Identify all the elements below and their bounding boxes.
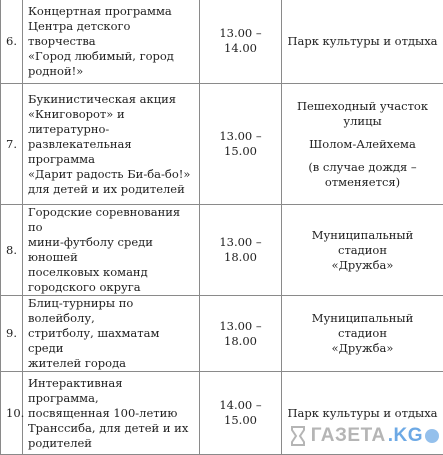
event-line: Транссиба, для детей и их [28,421,194,436]
time-end: 15.00 [205,413,276,428]
place-cell [282,0,443,84]
place-line: Парк культуры и отдыха [287,34,438,49]
spacer [287,129,438,137]
time-cell [200,205,282,296]
time-cell [200,296,282,372]
event-line: Интерактивная программа, [28,376,194,406]
event-line: развлекательная программа [28,137,194,167]
row-number: 7. [1,84,23,205]
event-line: Блиц-турниры по волейболу, [28,296,194,326]
place-cell [282,205,443,296]
event-line: «Книговорот» и [28,107,194,122]
place-line: Муниципальный стадион [287,228,438,258]
table-row [1,296,443,372]
place-line: «Дружба» [287,258,438,273]
time-end: 18.00 [205,334,276,349]
place-line: Шолом-Алейхема [287,137,438,152]
event-line: городского округа [28,280,194,295]
table-row [1,205,443,296]
time-cell [200,372,282,455]
event-line: стритболу, шахматам среди [28,326,194,356]
time-cell [200,84,282,205]
event-line: посвященная 100-летию [28,406,194,421]
watermark-suffix: .KG [388,425,423,447]
time-start: 13.00 – [205,26,276,41]
time-start: 13.00 – [205,319,276,334]
hourglass-icon [287,425,309,447]
time-start: 13.00 – [205,129,276,144]
place-cell [282,84,443,205]
place-line: «Дружба» [287,341,438,356]
watermark-text: ГАЗЕТА [311,425,386,447]
event-line: мини-футболу среди юношей [28,235,194,265]
event-cell [23,84,200,205]
event-line: литературно- [28,122,194,137]
event-line: «Дарит радость Би-ба-бо!» [28,167,194,182]
time-end: 14.00 [205,41,276,56]
place-line: Пешеходный участок улицы [287,99,438,129]
row-number: 10. [1,372,23,455]
time-start: 14.00 – [205,398,276,413]
globe-icon [425,429,439,443]
row-number: 6. [1,0,23,84]
event-cell [23,372,200,455]
event-cell [23,0,200,84]
event-line: родной!» [28,64,194,79]
time-cell [200,0,282,84]
place-note: отменяется) [287,175,438,190]
place-cell [282,296,443,372]
event-cell [23,205,200,296]
event-line: жителей города [28,356,194,371]
row-number: 9. [1,296,23,372]
time-start: 13.00 – [205,235,276,250]
event-line: поселковых команд [28,265,194,280]
place-note: (в случае дождя – [287,160,438,175]
table-row [1,84,443,205]
event-line: Концертная программа [28,4,194,19]
event-line: родителей [28,436,194,451]
row-number: 8. [1,205,23,296]
event-line: для детей и их родителей [28,182,194,197]
event-line: Центра детского творчества [28,19,194,49]
spacer [287,152,438,160]
event-line: Букинистическая акция [28,92,194,107]
place-line: Муниципальный стадион [287,311,438,341]
place-line: Парк культуры и отдыха [287,406,438,421]
event-cell [23,296,200,372]
time-end: 18.00 [205,250,276,265]
table-row [1,0,443,84]
site-watermark [287,425,439,447]
event-line: Городские соревнования по [28,205,194,235]
event-line: «Город любимый, город [28,49,194,64]
time-end: 15.00 [205,144,276,159]
